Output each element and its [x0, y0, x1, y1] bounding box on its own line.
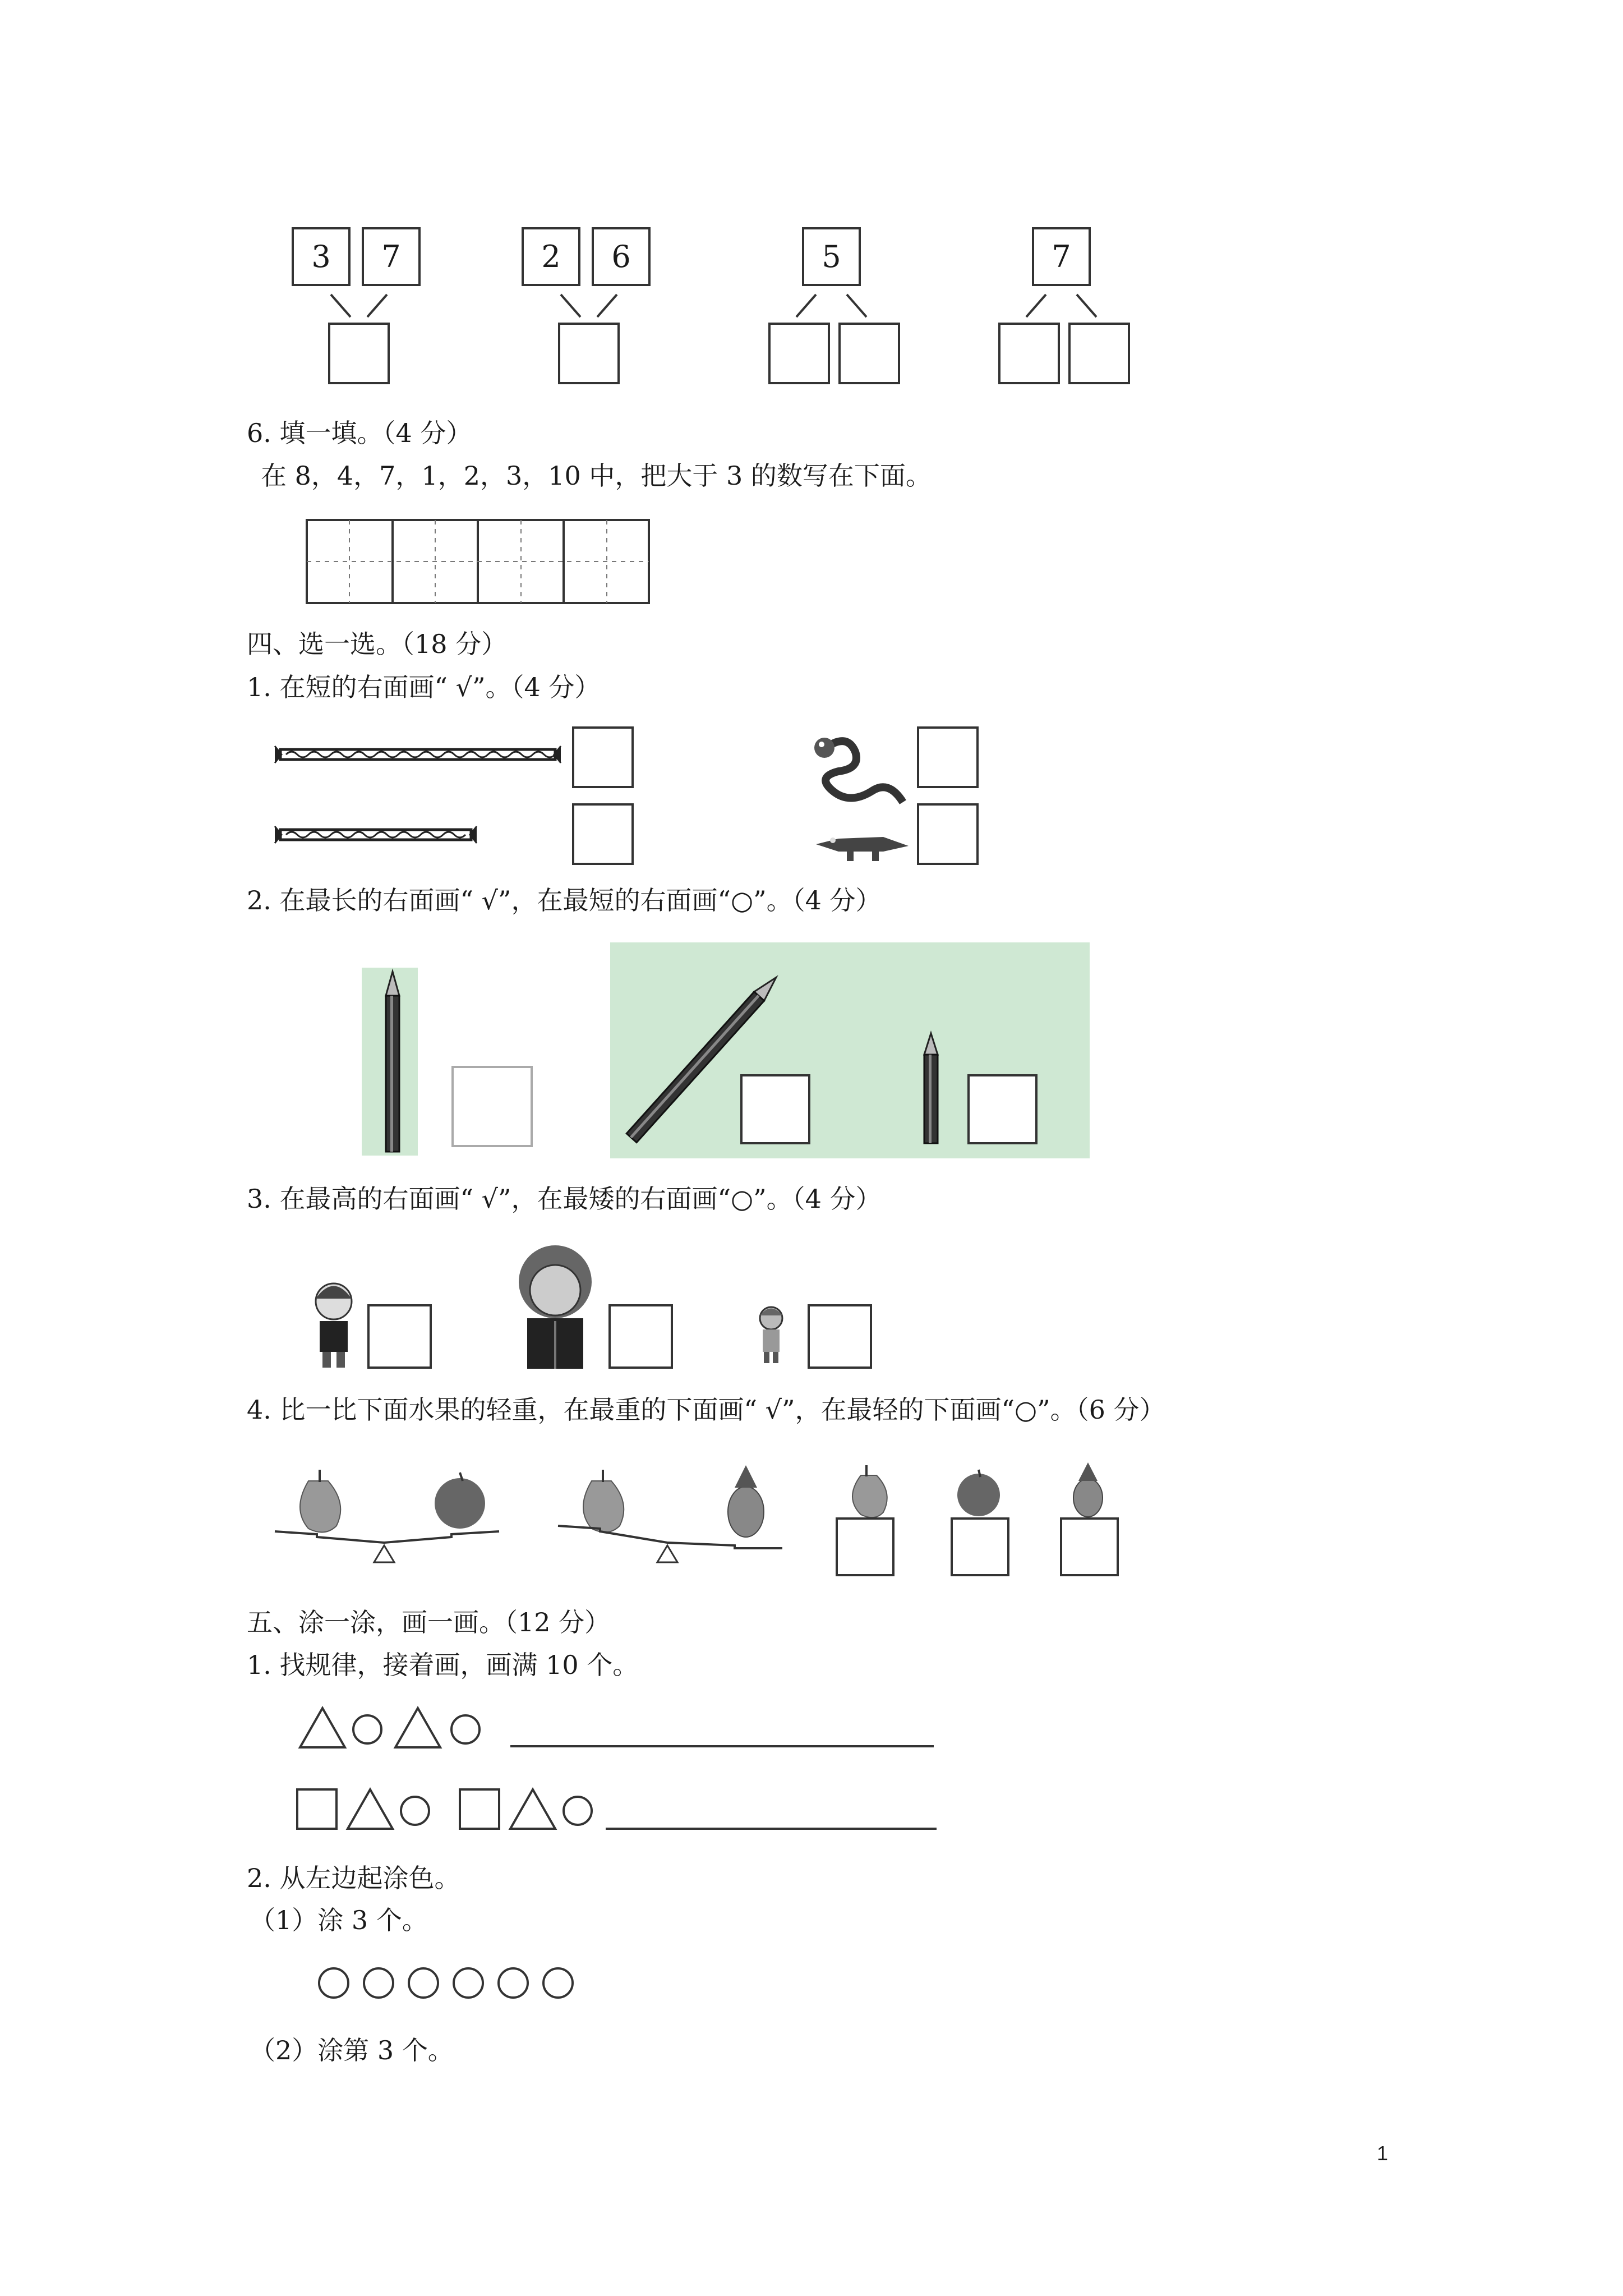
answer-box[interactable]	[572, 803, 634, 865]
triangle-shape	[300, 1708, 345, 1747]
color-circle	[499, 1968, 528, 1998]
square-shape	[460, 1789, 499, 1829]
answer-box[interactable]	[838, 323, 900, 384]
answer-box[interactable]	[917, 803, 979, 865]
answer-box[interactable]	[768, 323, 830, 384]
number-label: 5	[822, 239, 841, 274]
pattern-row-2	[294, 1787, 945, 1834]
triangle-shape	[510, 1789, 555, 1829]
q6-text: 在 8，4，7，1，2，3，10 中，把大于 3 的数写在下面。	[261, 461, 932, 491]
circle-shape	[451, 1715, 479, 1743]
crocodile-image	[816, 825, 911, 864]
circle-shape	[564, 1797, 592, 1825]
answer-box[interactable]	[367, 1304, 432, 1369]
color-circle	[409, 1968, 438, 1998]
circle-shape	[353, 1715, 381, 1743]
answer-box[interactable]	[451, 1066, 533, 1147]
number-box	[802, 227, 861, 286]
answer-box[interactable]	[328, 323, 390, 384]
answer-box[interactable]	[998, 323, 1060, 384]
grandpa-image	[513, 1243, 597, 1372]
number-label: 6	[611, 239, 631, 274]
pattern-row-1	[297, 1705, 942, 1750]
answer-box[interactable]	[836, 1517, 895, 1576]
answer-box[interactable]	[967, 1074, 1038, 1144]
number-label: 3	[311, 239, 331, 274]
s5-q2-a: （1）涂 3 个。	[250, 1905, 428, 1935]
number-box	[592, 227, 651, 286]
pencil-tall-image	[381, 970, 404, 1156]
color-circles-row[interactable]	[314, 1963, 583, 2003]
s4-q1: 1. 在短的右面画“ √”。（4 分）	[247, 672, 601, 702]
number-box	[1032, 227, 1091, 286]
answer-box[interactable]	[1060, 1517, 1119, 1576]
answer-box[interactable]	[572, 726, 634, 788]
s5-q2: 2. 从左边起涂色。	[247, 1863, 460, 1893]
pineapple-image	[1068, 1461, 1108, 1517]
s5-q2-b: （2）涂第 3 个。	[250, 2035, 454, 2065]
scale-pear-apple-image	[272, 1458, 508, 1571]
apple-image	[953, 1467, 1004, 1517]
answer-box[interactable]	[740, 1074, 810, 1144]
snake-image	[808, 732, 909, 805]
number-label: 7	[381, 239, 401, 274]
boy-image	[306, 1279, 362, 1369]
s4-q3: 3. 在最高的右面画“ √”，在最矮的右面画“○”。（4 分）	[247, 1184, 882, 1214]
answer-box[interactable]	[917, 726, 979, 788]
answer-box[interactable]	[951, 1517, 1009, 1576]
page-number: 1	[1377, 2142, 1389, 2165]
square-shape	[297, 1789, 336, 1829]
section5-title: 五、涂一涂，画一画。（12 分）	[247, 1607, 611, 1637]
color-circle	[543, 1968, 573, 1998]
answer-box[interactable]	[808, 1304, 872, 1369]
section4-title: 四、选一选。（18 分）	[247, 629, 508, 659]
triangle-shape	[348, 1789, 393, 1829]
color-circle	[364, 1968, 393, 1998]
writing-grid[interactable]	[306, 519, 653, 606]
color-circle	[454, 1968, 483, 1998]
circle-shape	[401, 1797, 429, 1825]
child-small-image	[754, 1304, 788, 1366]
number-label: 2	[541, 239, 561, 274]
s4-q2: 2. 在最长的右面画“ √”，在最短的右面画“○”。（4 分）	[247, 885, 882, 915]
s4-q4: 4. 比一比下面水果的轻重，在最重的下面画“ √”，在最轻的下面画“○”。（6 分）	[247, 1395, 1165, 1425]
answer-box[interactable]	[608, 1304, 673, 1369]
answer-box[interactable]	[558, 323, 620, 384]
pencil-short-image	[920, 1032, 942, 1147]
triangle-shape	[395, 1708, 440, 1747]
number-box	[522, 227, 580, 286]
pear-image	[838, 1464, 889, 1520]
scale-pear-pineapple-image	[555, 1458, 791, 1571]
answer-box[interactable]	[1068, 323, 1130, 384]
q6-title: 6. 填一填。（4 分）	[247, 418, 472, 448]
s5-q1: 1. 找规律，接着画，画满 10 个。	[247, 1650, 639, 1680]
rope-short-image	[275, 821, 482, 849]
color-circle	[319, 1968, 348, 1998]
rope-long-image	[275, 740, 566, 769]
number-label: 7	[1052, 239, 1071, 274]
